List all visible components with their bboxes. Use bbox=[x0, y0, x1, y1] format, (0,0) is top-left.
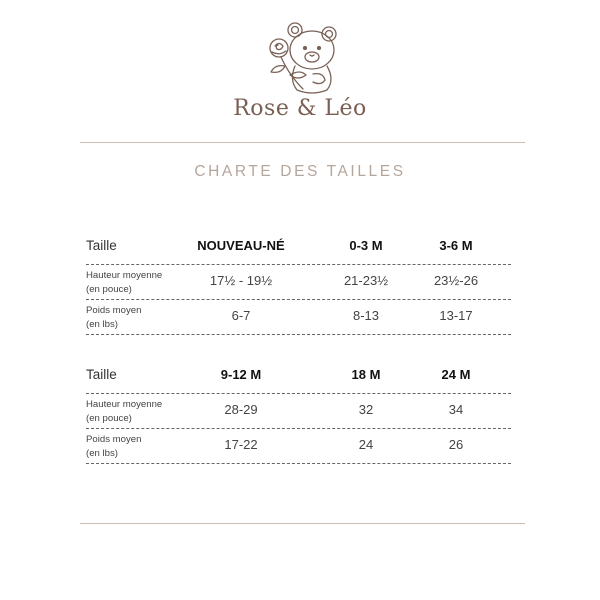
table-row bbox=[86, 265, 511, 300]
row-label: Poids moyen (en lbs) bbox=[86, 305, 142, 330]
table-row bbox=[86, 300, 511, 335]
size-column-header: 3-6 M bbox=[439, 238, 473, 253]
table-cell: 32 bbox=[358, 402, 374, 417]
table-cell: 26 bbox=[448, 437, 464, 452]
size-table-1 bbox=[86, 236, 511, 335]
top-divider bbox=[80, 142, 525, 143]
row-label: Hauteur moyenne (en pouce) bbox=[86, 270, 163, 295]
table-header-row bbox=[86, 365, 511, 394]
table-cell: 21-23½ bbox=[343, 273, 389, 288]
size-column-header: 18 M bbox=[351, 367, 381, 382]
table-cell: 17-22 bbox=[224, 437, 258, 452]
row-label: Hauteur moyenne (en pouce) bbox=[86, 399, 163, 424]
brand-name: Rose & Léo bbox=[233, 96, 367, 121]
page-title: CHARTE DES TAILLES bbox=[194, 163, 406, 180]
row-label: Poids moyen (en lbs) bbox=[86, 434, 142, 459]
table-cell: 6-7 bbox=[231, 308, 251, 323]
table-cell: 17½ - 19½ bbox=[209, 273, 273, 288]
table-cell: 24 bbox=[358, 437, 374, 452]
table-cell: 34 bbox=[448, 402, 464, 417]
size-column-header: 9-12 M bbox=[220, 367, 262, 382]
size-label: Taille bbox=[86, 367, 117, 382]
size-table-2 bbox=[86, 365, 511, 464]
size-column-header: 0-3 M bbox=[349, 238, 383, 253]
bottom-divider bbox=[80, 523, 525, 524]
size-label: Taille bbox=[86, 238, 117, 253]
size-column-header: NOUVEAU-NÉ bbox=[197, 238, 285, 253]
size-column-header: 24 M bbox=[441, 367, 471, 382]
table-cell: 13-17 bbox=[439, 308, 473, 323]
table-row bbox=[86, 429, 511, 464]
logo bbox=[0, 0, 600, 130]
table-cell: 28-29 bbox=[224, 402, 258, 417]
bear-with-rose-icon bbox=[255, 18, 345, 98]
table-cell: 23½-26 bbox=[433, 273, 479, 288]
table-row bbox=[86, 394, 511, 429]
table-header-row bbox=[86, 236, 511, 265]
table-cell: 8-13 bbox=[352, 308, 380, 323]
